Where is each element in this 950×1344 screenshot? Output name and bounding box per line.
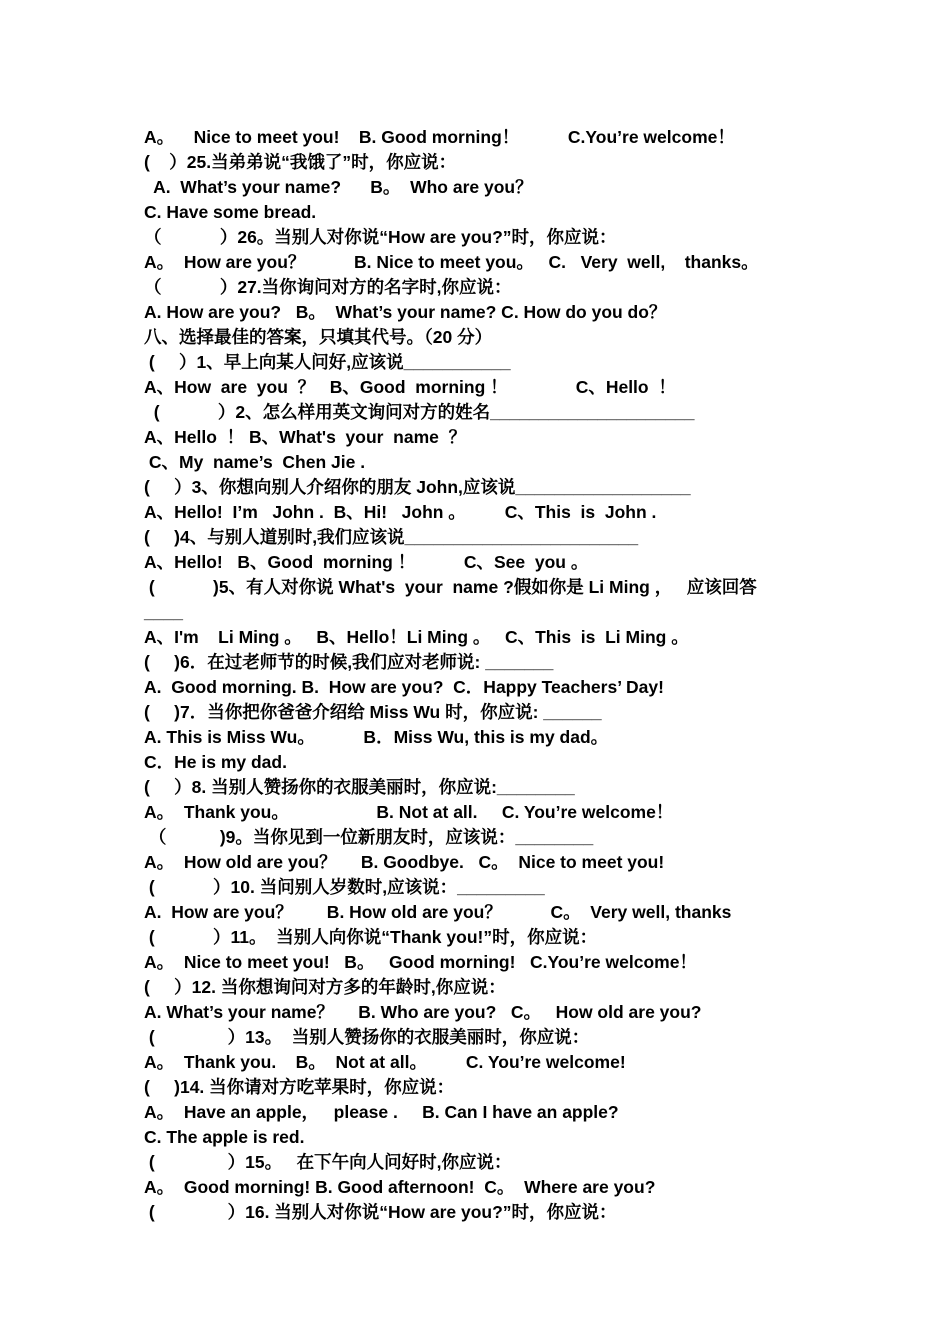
answer-options-3: A、Hello! I’m John . B、Hi! John 。 C、This is John . bbox=[144, 502, 657, 522]
answer-options-7-b: C．He is my dad. bbox=[144, 752, 287, 772]
question-26: （ ）26。当别人对你说“How are you?”时，你应说： bbox=[144, 227, 617, 247]
question-2: ( ）2、怎么样用英文询问对方的姓名_____________________ bbox=[144, 402, 695, 422]
question-8: ( ）8. 当别人赞扬你的衣服美丽时，你应说:________ bbox=[144, 777, 575, 797]
answer-options-2-b: C、My name’s Chen Jie . bbox=[144, 452, 366, 472]
question-11: ( ）11。 当别人向你说“Thank you!”时，你应说： bbox=[144, 927, 598, 947]
answer-options-25-b: C. Have some bread. bbox=[144, 202, 317, 222]
question-15: ( ）15。 在下午向人问好时,你应说： bbox=[144, 1152, 512, 1172]
answer-options-25-a: A. What’s your name? B。 Who are you？ bbox=[144, 177, 533, 197]
question-1: ( ）1、早上向某人问好,应该说___________ bbox=[144, 352, 511, 372]
answer-options-7-a: A. This is Miss Wu。 B．Miss Wu, this is my dad。 bbox=[144, 727, 609, 747]
answer-options-15: A。 Good morning! B. Good afternoon! C。 Where are you? bbox=[144, 1177, 656, 1197]
answer-options-14-a: A。 Have an apple， please . B. Can I have an apple? bbox=[144, 1102, 619, 1122]
answer-options-8: A。 Thank you。 B. Not at all. C. You’re welcome！ bbox=[144, 802, 674, 822]
question-3: ( ）3、你想向别人介绍你的朋友 John,应该说__________________ bbox=[144, 477, 691, 497]
section-8-heading: 八、选择最佳的答案，只填其代号。（20 分） bbox=[144, 327, 493, 347]
question-5: ( )5、有人对你说 What's your name ?假如你是 Li Ming ， 应该回答 bbox=[144, 577, 757, 597]
answer-options-26: A。 How are you？ B. Nice to meet you。 C. Very well, thanks。 bbox=[144, 252, 759, 272]
answer-options-12: A. What’s your name？ B. Who are you? C。 How old are you? bbox=[144, 1002, 702, 1022]
answer-options-24: A。 Nice to meet you! B. Good morning！ C.You’re welcome！ bbox=[144, 127, 735, 147]
question-25: ( ）25.当弟弟说“我饿了”时，你应说： bbox=[144, 152, 457, 172]
answer-options-14-b: C. The apple is red. bbox=[144, 1127, 305, 1147]
answer-options-5: A、I'm Li Ming 。 B、Hello！Li Ming 。 C、This is Li Ming 。 bbox=[144, 627, 689, 647]
answer-options-6: A. Good morning. B. How are you? C．Happy Teachers’ Day! bbox=[144, 677, 664, 697]
question-7: ( )7．当你把你爸爸介绍给 Miss Wu 时，你应说: ______ bbox=[144, 702, 602, 722]
question-12: ( ）12. 当你想询问对方多的年龄时,你应说： bbox=[144, 977, 506, 997]
question-13: ( ）13。 当别人赞扬你的衣服美丽时，你应说： bbox=[144, 1027, 590, 1047]
question-27: （ ）27.当你询问对方的名字时,你应说： bbox=[144, 277, 512, 297]
question-14: ( )14. 当你请对方吃苹果时，你应说： bbox=[144, 1077, 455, 1097]
answer-options-2-a: A、Hello ！ B、What's your name ？ bbox=[144, 427, 467, 447]
question-4: ( )4、与别人道别时,我们应该说________________________ bbox=[144, 527, 639, 547]
answer-options-10: A. How are you？ B. How old are you？ C。 Very well, thanks bbox=[144, 902, 732, 922]
question-6: ( )6．在过老师节的时候,我们应对老师说: _______ bbox=[144, 652, 554, 672]
question-16: ( ）16. 当别人对你说“How are you?”时，你应说： bbox=[144, 1202, 617, 1222]
answer-options-13: A。 Thank you. B。 Not at all。 C. You’re welcome! bbox=[144, 1052, 626, 1072]
answer-options-11: A。 Nice to meet you! B。 Good morning! C.You’re welcome！ bbox=[144, 952, 697, 972]
question-10: ( ）10. 当问别人岁数时,应该说：_________ bbox=[144, 877, 545, 897]
answer-options-4: A、Hello! B、Good morning ！ C、See you 。 bbox=[144, 552, 589, 572]
question-9: （ )9。当你见到一位新朋友时，应该说：________ bbox=[144, 827, 594, 847]
answer-options-1: A、How are you ？ B、Good morning ！ C、Hello ！ bbox=[144, 377, 676, 397]
answer-options-9: A。 How old are you？ B. Goodbye. C。 Nice to meet you! bbox=[144, 852, 665, 872]
answer-options-27: A. How are you? B。 What’s your name? C. How do you do？ bbox=[144, 302, 667, 322]
answer-blank-5: ____ bbox=[144, 602, 183, 622]
